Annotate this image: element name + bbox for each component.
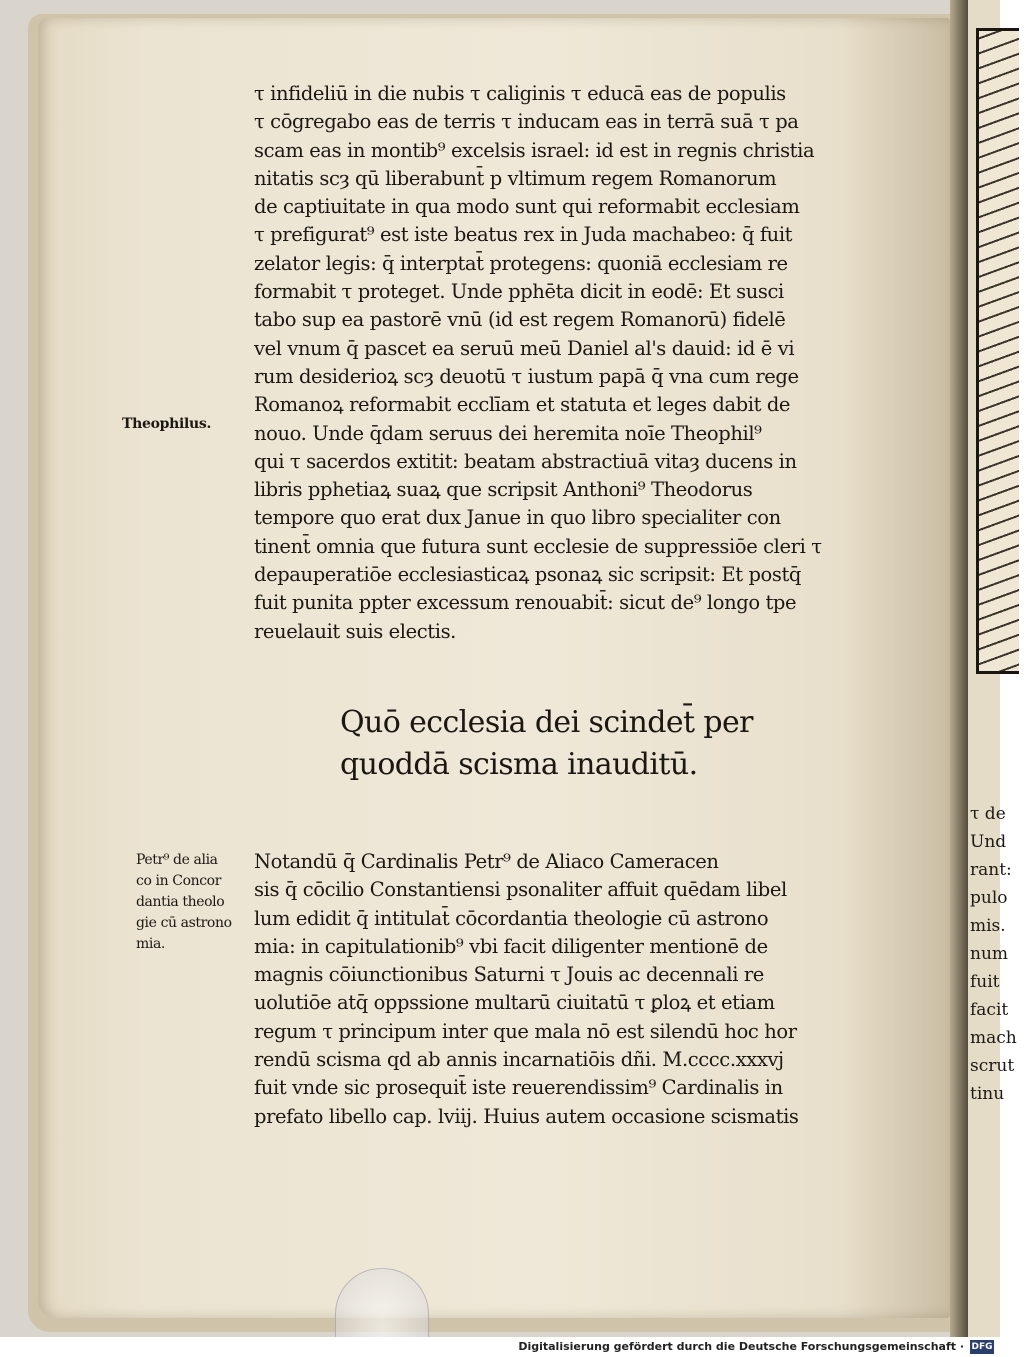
facing-line: pulo — [970, 888, 1008, 908]
facing-line: τ de — [970, 804, 1006, 824]
facing-line: mach — [970, 1028, 1017, 1048]
footer-bar — [0, 1337, 1000, 1357]
text-line: mia: in capitulationib⁹ vbi facit diligenter mentionē de — [254, 934, 768, 958]
text-line: de captiuitate in qua modo sunt qui reformabit ecclesiam — [254, 195, 800, 219]
text-line: tinent̄ omnia que futura sunt ecclesie de suppressiōe cleri τ — [254, 534, 822, 558]
facing-line: facit — [970, 1000, 1009, 1020]
heading-line: quoddā scisma inauditū. — [340, 747, 698, 782]
text-line: tabo sup ea pastorē vnū (id est regem Romanorū) fidelē — [254, 308, 786, 332]
facing-line: num — [970, 944, 1009, 964]
body-text-block-1 — [254, 80, 822, 646]
marginal-line: mia. — [136, 936, 165, 952]
text-line: τ prefigurat⁹ est iste beatus rex in Juda machabeo: q̄ fuit — [254, 223, 793, 247]
facing-line: mis. — [970, 916, 1006, 936]
text-line: reuelauit suis electis. — [254, 619, 456, 643]
text-line: uolutiōe atq̄ oppssione multarū ciuitatū τ ꝑloꝝ et etiam — [254, 991, 775, 1015]
marginal-line: gie cū astrono — [136, 915, 232, 931]
marginal-line: dantia theolo — [136, 894, 225, 910]
facing-page — [968, 0, 1017, 1337]
text-line: fuit punita ppter excessum renouabit̄: sicut de⁹ longo tpe — [254, 591, 797, 615]
text-line: scam eas in montib⁹ excelsis israel: id est in regnis christia — [254, 138, 815, 162]
text-line: Notandū q̄ Cardinalis Petr⁹ de Aliaco Cameracen — [254, 850, 719, 873]
text-line: lum edidit q̄ intitulat̄ cōcordantia theologie cū astrono — [254, 906, 769, 930]
facing-line: scrut — [970, 1056, 1015, 1076]
woodcut-illustration — [976, 28, 1019, 674]
text-line: vel vnum q̄ pascet ea seruū meū Daniel al's dauid: id ē vi — [254, 336, 795, 360]
text-line: libris pphetiaꝝ suaꝝ que scripsit Anthoni⁹ Theodorus — [254, 478, 753, 502]
facing-line: rant: — [970, 860, 1012, 880]
text-line: Romanoꝝ reformabit ecclīam et statuta et leges dabit de — [254, 393, 791, 417]
chapter-heading — [340, 702, 753, 786]
heading-line: Quō ecclesia dei scindet̄ per — [340, 705, 753, 740]
text-line: qui τ sacerdos extitit: beatam abstractiuā vitaȝ ducens in — [254, 449, 797, 473]
facing-page-text — [970, 800, 1030, 1108]
text-line: zelator legis: q̄ interptat̄ protegens: quoniā ecclesiam re — [254, 251, 788, 275]
text-line: regum τ principum inter que mala nō est silendū hoc hor — [254, 1019, 797, 1043]
facing-line: fuit — [970, 972, 1000, 992]
text-line: rum desiderioꝝ scȝ deuotū τ iustum papā q̄ vna cum rege — [254, 364, 799, 388]
text-line: rendū scisma qd ab annis incarnatiōis dñi. M.cccc.xxxvj — [254, 1048, 784, 1072]
text-line: τ infideliū in die nubis τ caliginis τ educā eas de populis — [254, 82, 786, 105]
text-line: depauperatiōe ecclesiasticaꝝ psonaꝝ sic scripsit: Et postq̄ — [254, 563, 802, 587]
marginal-note-theophilus: Theophilus. — [122, 416, 212, 432]
body-text-block-2 — [254, 848, 799, 1131]
text-line: magnis cōiunctionibus Saturni τ Jouis ac decennali re — [254, 963, 764, 987]
marginal-line: co in Concor — [136, 873, 221, 889]
text-line: nouo. Unde q̄dam seruus dei heremita noīe Theophil⁹ — [254, 421, 762, 445]
facing-line: Und — [970, 832, 1007, 852]
text-line: tempore quo erat dux Janue in quo libro specialiter con — [254, 506, 781, 530]
text-line: τ cōgregabo eas de terris τ inducam eas in terrā suā τ pa — [254, 110, 799, 134]
marginal-note-petrus — [136, 850, 232, 955]
dfg-logo-icon: DFG — [971, 1342, 993, 1352]
marginal-line: Petr⁹ de alia — [136, 852, 218, 868]
text-line: fuit vnde sic prosequit̄ iste reuerendissim⁹ Cardinalis in — [254, 1076, 783, 1100]
text-line: prefato libello cap. lviij. Huius autem occasione scismatis — [254, 1104, 799, 1128]
text-line: nitatis scȝ qū liberabunt̄ p vltimum regem Romanorum — [254, 166, 777, 190]
funding-notice: Digitalisierung gefördert durch die Deutsche Forschungsgemeinschaft · — [518, 1340, 964, 1353]
text-line: sis q̄ cōcilio Constantiensi psonaliter affuit quēdam libel — [254, 878, 787, 902]
text-line: formabit τ proteget. Unde pphēta dicit in eodē: Et susci — [254, 280, 784, 304]
facing-line: tinu — [970, 1084, 1005, 1104]
